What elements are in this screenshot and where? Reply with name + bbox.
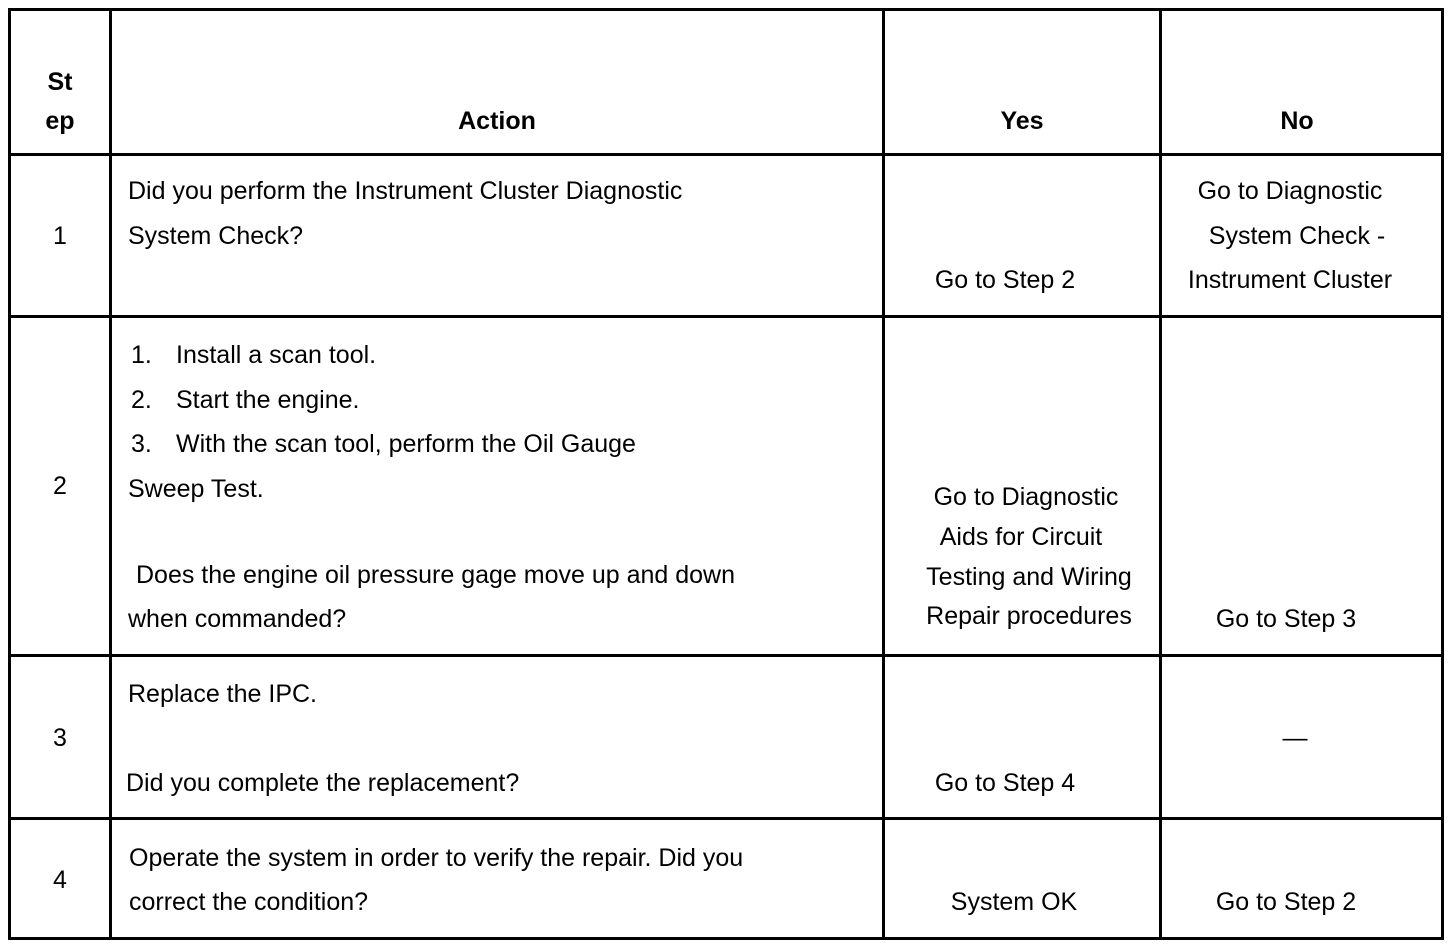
action-text: Operate the system in order to verify the repair. Did you xyxy=(129,844,744,872)
no-result: System Check - xyxy=(1208,222,1386,250)
yes-result: Repair procedures xyxy=(926,602,1132,630)
yes-result: Aids for Circuit xyxy=(939,523,1103,551)
header-step-line1: St xyxy=(47,68,73,96)
list-item: Start the engine. xyxy=(176,386,360,414)
step-number: 3 xyxy=(53,724,67,752)
step-number: 2 xyxy=(53,472,67,500)
no-result: — xyxy=(1282,724,1308,752)
row-divider xyxy=(8,654,1444,657)
step-number: 4 xyxy=(53,866,67,894)
header-action: Action xyxy=(458,107,536,135)
yes-result: Go to Diagnostic xyxy=(933,483,1119,511)
yes-result: System OK xyxy=(950,888,1078,916)
action-text: when commanded? xyxy=(128,605,347,633)
action-text: correct the condition? xyxy=(129,888,369,916)
action-text: System Check? xyxy=(128,222,304,250)
column-divider xyxy=(1159,8,1162,940)
header-no: No xyxy=(1280,107,1314,135)
yes-result: Go to Step 4 xyxy=(934,769,1076,797)
step-number: 1 xyxy=(53,222,67,250)
no-result: Go to Diagnostic xyxy=(1197,177,1383,205)
header-step-line2: ep xyxy=(45,107,75,135)
no-result: Instrument Cluster xyxy=(1187,266,1393,294)
action-text: Replace the IPC. xyxy=(128,680,317,708)
header-yes: Yes xyxy=(1000,107,1044,135)
yes-result: Testing and Wiring xyxy=(926,563,1132,591)
column-divider xyxy=(882,8,885,940)
action-text: Did you perform the Instrument Cluster Diagnostic xyxy=(128,177,683,205)
list-number: 1. xyxy=(131,341,152,369)
no-result: Go to Step 2 xyxy=(1215,888,1357,916)
list-item: Install a scan tool. xyxy=(176,341,377,369)
row-divider xyxy=(8,153,1444,156)
action-text: Sweep Test. xyxy=(128,475,264,503)
column-divider xyxy=(109,8,112,940)
action-text: Does the engine oil pressure gage move up and down xyxy=(136,561,736,589)
action-text: Did you complete the replacement? xyxy=(126,769,520,797)
list-number: 3. xyxy=(131,430,152,458)
row-divider xyxy=(8,315,1444,318)
list-number: 2. xyxy=(131,386,152,414)
row-divider xyxy=(8,817,1444,820)
yes-result: Go to Step 2 xyxy=(934,266,1076,294)
list-item: With the scan tool, perform the Oil Gauge xyxy=(176,430,636,458)
no-result: Go to Step 3 xyxy=(1215,605,1357,633)
